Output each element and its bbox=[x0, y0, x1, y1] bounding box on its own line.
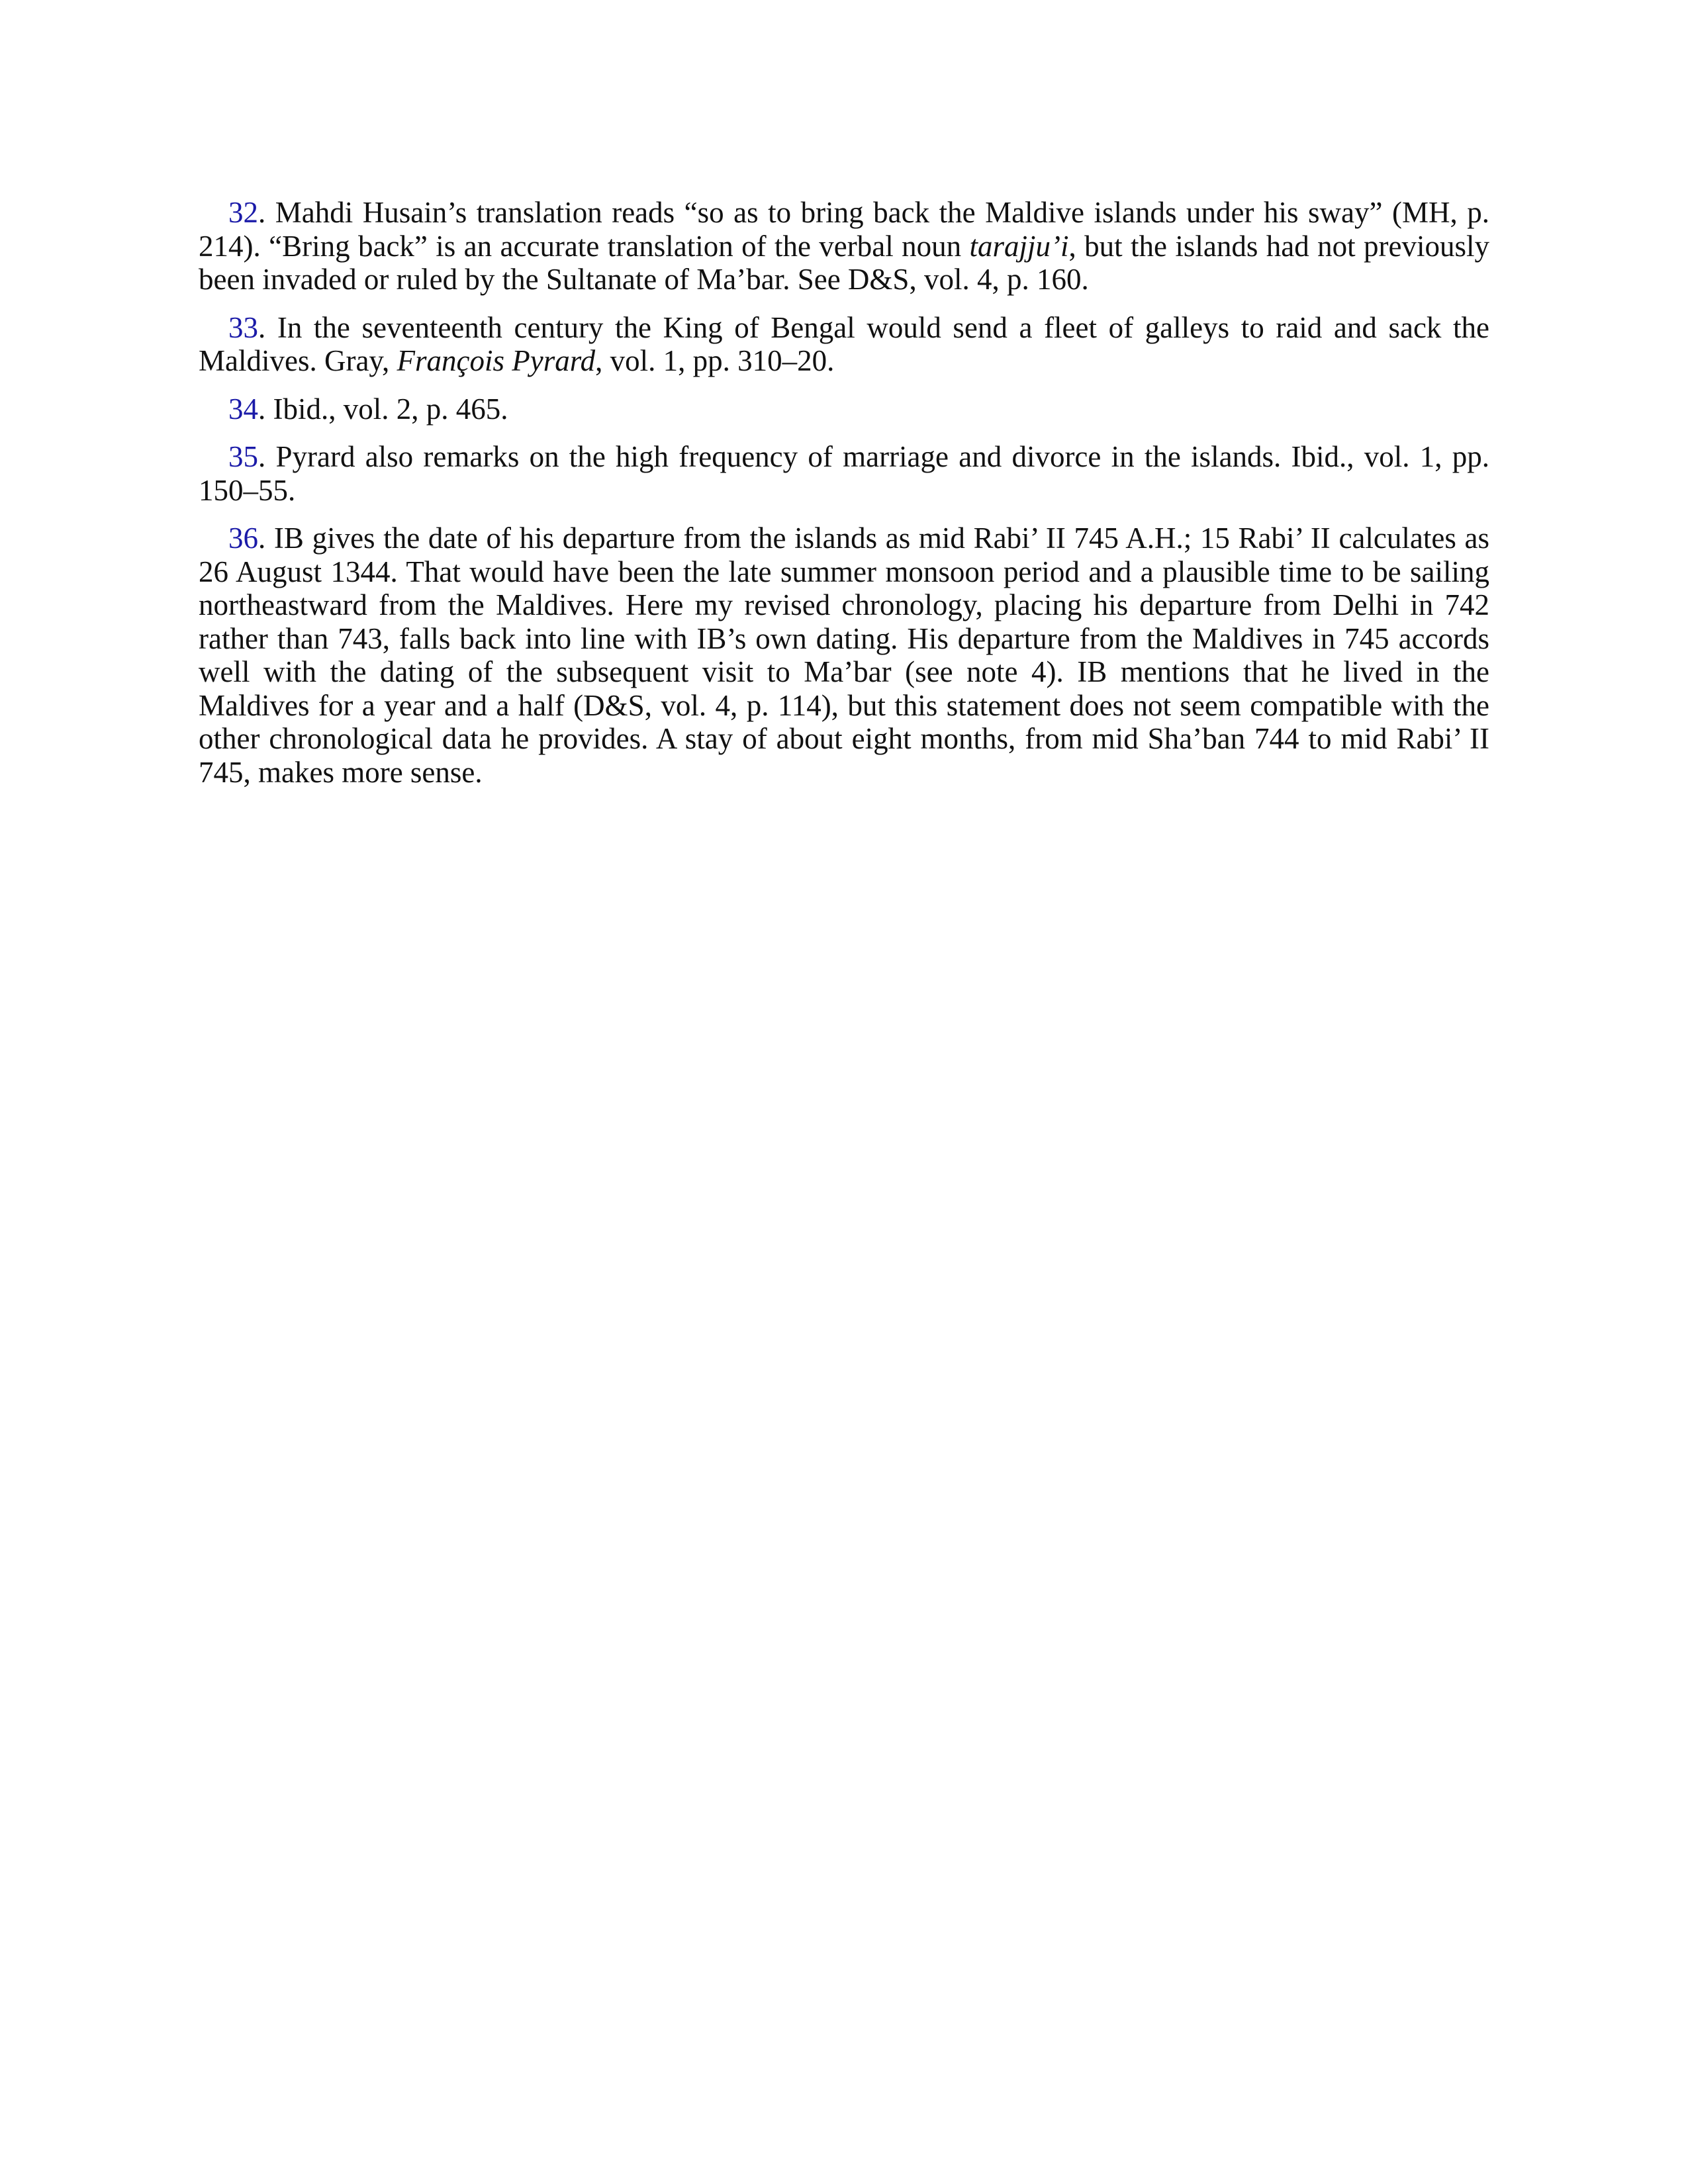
endnote-text: , vol. 1, pp. 310–20. bbox=[595, 344, 835, 377]
endnote-text: , but the islands had not previously been invaded or ruled by the Sultanate of Ma’bar. See D&S, vol. 4, p. 160. bbox=[199, 229, 1489, 296]
endnote-text: . Ibid., vol. 2, p. 465. bbox=[258, 392, 508, 426]
endnote-36 bbox=[199, 522, 1489, 789]
endnote-32 bbox=[199, 196, 1489, 296]
endnote-35 bbox=[199, 440, 1489, 507]
endnote-number-link[interactable]: 35 bbox=[228, 440, 258, 473]
endnote-number-link[interactable]: 34 bbox=[228, 392, 258, 426]
endnote-33 bbox=[199, 311, 1489, 378]
endnote-italic-title: François Pyrard bbox=[397, 344, 596, 377]
endnote-text: . Mahdi Husain’s translation reads “so as to bring back the Maldive islands under his sway” (MH, p. 214). “Bring back” is an accurate translation of the verbal noun bbox=[199, 196, 1489, 263]
endnote-italic-title: tarajju’i bbox=[969, 229, 1069, 263]
endnote-number-link[interactable]: 33 bbox=[228, 310, 258, 344]
endnote-34 bbox=[199, 392, 1489, 426]
endnote-number-link[interactable]: 36 bbox=[228, 522, 258, 555]
endnote-text: . In the seventeenth century the King of Bengal would send a fleet of galleys to raid and sack the Maldives. Gray, bbox=[199, 310, 1489, 377]
endnote-text: . IB gives the date of his departure from the islands as mid Rabi’ II 745 A.H.; 15 Rabi’ II calculates as 26 August 1344. That would have been the late summer monsoon period and a plausible time to be sailing northeastward from the Maldives. Here my revised chronology, placing his departure from Delhi in 742 rather than 743, falls back into line with IB’s own dating. His departure from the Maldives in 745 accords well with the dating of the subsequent visit to Ma’bar (see note 4). IB mentions that he lived in the Maldives for a year and a half (D&S, vol. 4, p. 114), but this statement does not seem compatible with the other chronological data he provides. A stay of about eight months, from mid Sha’ban 744 to mid Rabi’ II 745, makes more sense. bbox=[199, 522, 1489, 789]
endnotes-list bbox=[199, 196, 1489, 803]
endnote-number-link[interactable]: 32 bbox=[228, 196, 258, 229]
endnote-text: . Pyrard also remarks on the high frequency of marriage and divorce in the islands. Ibid., vol. 1, pp. 150–55. bbox=[199, 440, 1489, 507]
